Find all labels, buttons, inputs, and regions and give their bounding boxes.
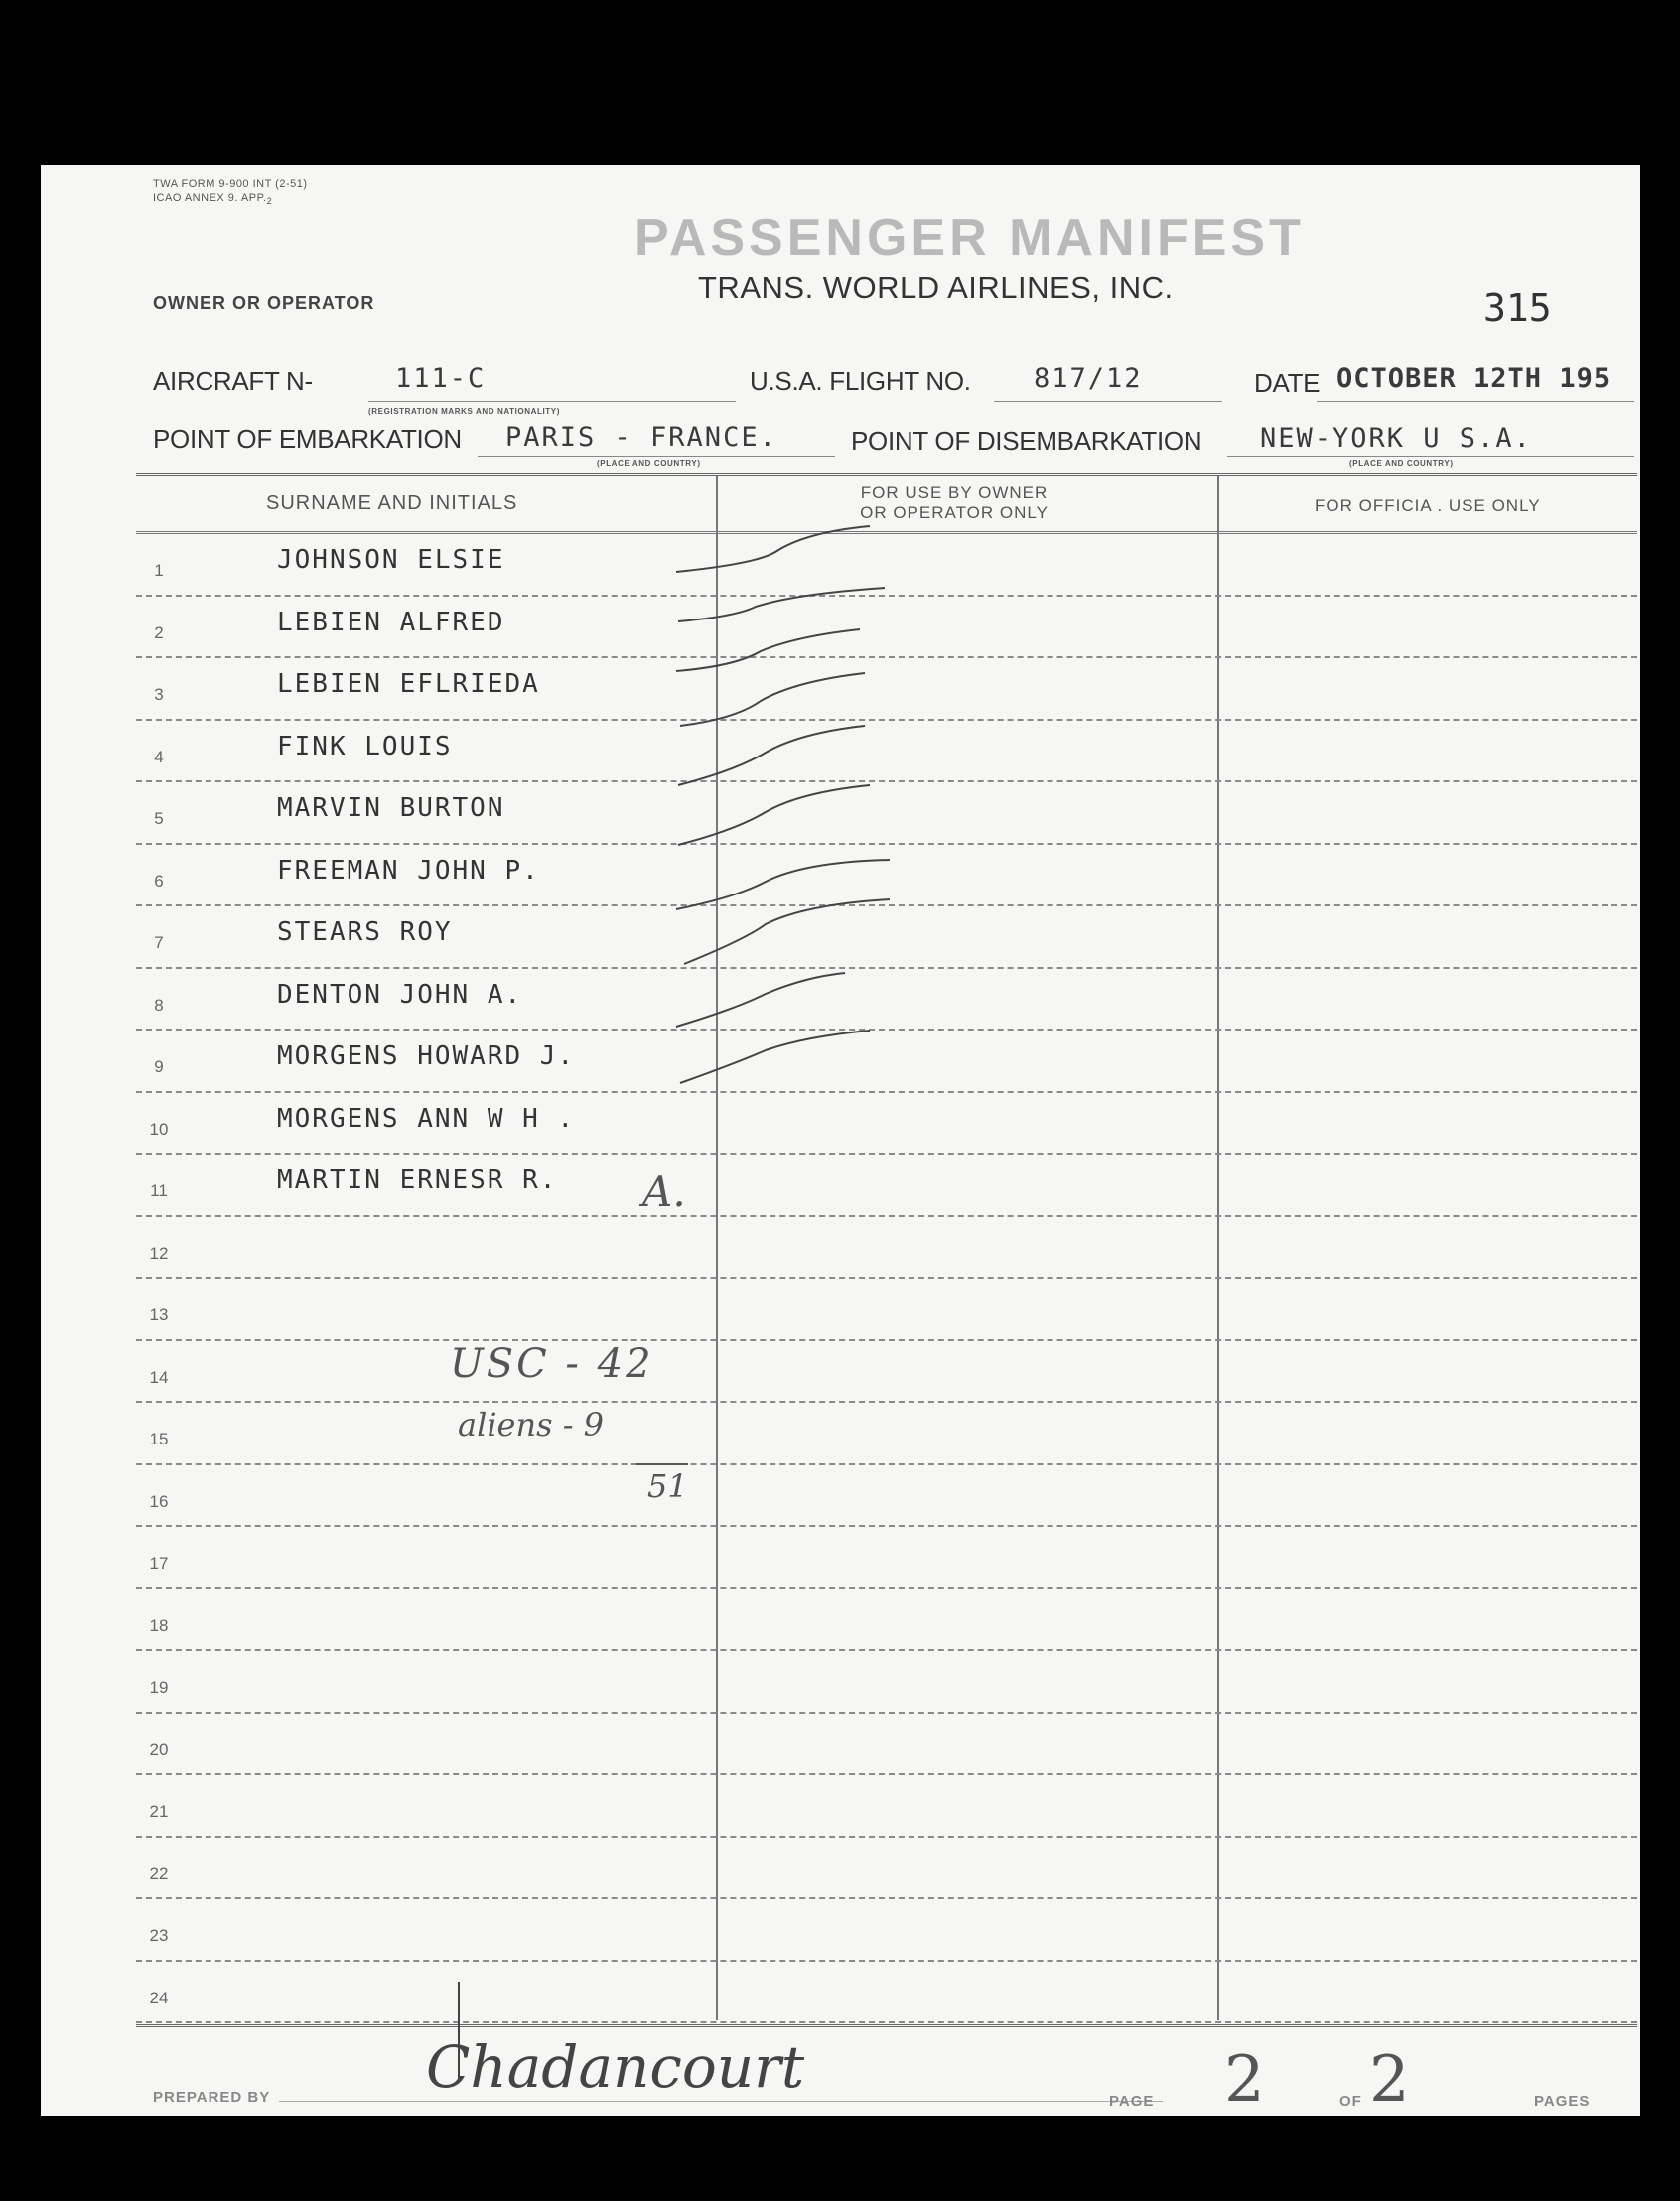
- row-number: 6: [154, 871, 164, 891]
- table-row: [136, 1465, 1637, 1528]
- aircraft-value: 111-C: [395, 363, 487, 394]
- passenger-name: FINK LOUIS: [277, 731, 453, 761]
- disembarkation-underline: [1227, 456, 1634, 457]
- owner-use-header-line1: FOR USE BY OWNER: [860, 483, 1049, 502]
- date-value: OCTOBER 12TH 195: [1336, 363, 1611, 394]
- prepared-by-label: PREPARED BY: [153, 2089, 271, 2106]
- embarkation-value: PARIS - FRANCE.: [505, 422, 777, 453]
- passenger-name: MARVIN BURTON: [277, 793, 505, 824]
- row-number: 8: [154, 995, 164, 1015]
- table-row: [136, 1527, 1637, 1589]
- table-row: [136, 1775, 1637, 1838]
- passenger-name: DENTON JOHN A.: [277, 979, 523, 1010]
- owner-label: OWNER OR OPERATOR: [153, 293, 375, 313]
- table-row: [136, 1403, 1637, 1465]
- row-number: 4: [154, 747, 164, 766]
- official-use-column-header: FOR OFFICIA . USE ONLY: [1315, 496, 1541, 515]
- aircraft-label: AIRCRAFT N-: [153, 366, 313, 396]
- passenger-name: JOHNSON ELSIE: [277, 545, 505, 576]
- table-row: [136, 1838, 1637, 1900]
- page-title: PASSENGER MANIFEST: [634, 209, 1305, 267]
- table-row: [136, 1962, 1637, 2024]
- of-label: OF: [1339, 2093, 1362, 2110]
- row-number: 16: [149, 1491, 169, 1511]
- disembarkation-value: NEW-YORK U S.A.: [1260, 423, 1532, 454]
- passenger-name: MARTIN ERNESR R.: [277, 1166, 558, 1196]
- row-divider: [136, 2021, 1637, 2023]
- surname-column-header: SURNAME AND INITIALS: [266, 492, 518, 514]
- form-id-sub: 2: [266, 196, 273, 206]
- form-id-line2: ICAO ANNEX 9. $APP._2$: [153, 192, 273, 206]
- total-count: 51: [647, 1467, 688, 1505]
- row-number: 22: [149, 1863, 169, 1883]
- row-number: 14: [149, 1367, 169, 1387]
- passenger-name: STEARS ROY: [277, 917, 453, 948]
- passenger-name: FREEMAN JOHN P.: [277, 855, 540, 886]
- passenger-name: MORGENS ANN W H .: [277, 1103, 576, 1134]
- row-number: 9: [154, 1057, 164, 1077]
- row-number: 15: [149, 1430, 169, 1449]
- row-number: 11: [150, 1181, 168, 1201]
- table-top-border: [136, 473, 1637, 476]
- row-number: 23: [149, 1926, 169, 1946]
- pages-label: PAGES: [1534, 2093, 1591, 2110]
- prepared-by-line: [279, 2101, 1163, 2102]
- manifest-sheet: [41, 165, 1640, 2116]
- passenger-name: LEBIEN EFLRIEDA: [277, 669, 540, 700]
- embarkation-note: (PLACE AND COUNTRY): [597, 459, 701, 468]
- form-id-block: [153, 177, 308, 207]
- sheet-number: 315: [1483, 286, 1552, 330]
- embarkation-underline: [478, 456, 835, 457]
- row11-mark: A.: [642, 1168, 686, 1216]
- disembarkation-note: (PLACE AND COUNTRY): [1349, 459, 1454, 468]
- aliens-count: aliens - 9: [458, 1406, 605, 1444]
- row-number: 3: [154, 685, 164, 705]
- row-number: 12: [149, 1243, 169, 1263]
- page-value: 2: [1224, 2043, 1265, 2117]
- row-number: 18: [149, 1615, 169, 1635]
- row-number: 17: [149, 1554, 169, 1574]
- flight-underline: [994, 401, 1222, 402]
- row-number: 7: [154, 933, 164, 953]
- signature: Chadancourt: [426, 2033, 805, 2101]
- of-value: 2: [1369, 2043, 1410, 2117]
- flight-value: 817/12: [1034, 363, 1143, 394]
- table-row: [136, 1899, 1637, 1962]
- total-rule: [636, 1463, 688, 1465]
- table-bottom-border: [136, 2024, 1637, 2027]
- owner-use-header-line2: OR OPERATOR ONLY: [860, 503, 1049, 522]
- airline-name: TRANS. WORLD AIRLINES, INC.: [698, 270, 1174, 305]
- registration-note: (REGISTRATION MARKS AND NATIONALITY): [368, 407, 560, 416]
- row-number: 13: [149, 1306, 169, 1325]
- page-label: PAGE: [1109, 2093, 1155, 2110]
- row-number: 21: [149, 1802, 169, 1822]
- row-number: 24: [149, 1988, 169, 2007]
- row-number: 20: [149, 1739, 169, 1759]
- date-underline: [1317, 401, 1634, 402]
- table-row: [136, 1341, 1637, 1404]
- passenger-name: LEBIEN ALFRED: [277, 607, 505, 637]
- usc-count: USC - 42: [450, 1341, 654, 1387]
- aircraft-underline: [368, 401, 736, 402]
- table-row: [136, 1589, 1637, 1652]
- passenger-name: MORGENS HOWARD J.: [277, 1041, 576, 1072]
- row-number: 5: [154, 809, 164, 829]
- disembarkation-label: POINT OF DISEMBARKATION: [851, 426, 1202, 456]
- row-number: 19: [149, 1678, 169, 1698]
- embarkation-label: POINT OF EMBARKATION: [153, 424, 462, 454]
- date-label: DATE: [1254, 368, 1321, 398]
- form-id-line1: TWA FORM 9-900 INT (2-51): [153, 178, 308, 190]
- table-row: [136, 1651, 1637, 1714]
- flight-label: U.S.A. FLIGHT NO.: [750, 366, 971, 396]
- row-number: 10: [149, 1119, 169, 1139]
- table-row: [136, 1714, 1637, 1776]
- row-number: 2: [154, 622, 164, 642]
- row-number: 1: [154, 561, 164, 581]
